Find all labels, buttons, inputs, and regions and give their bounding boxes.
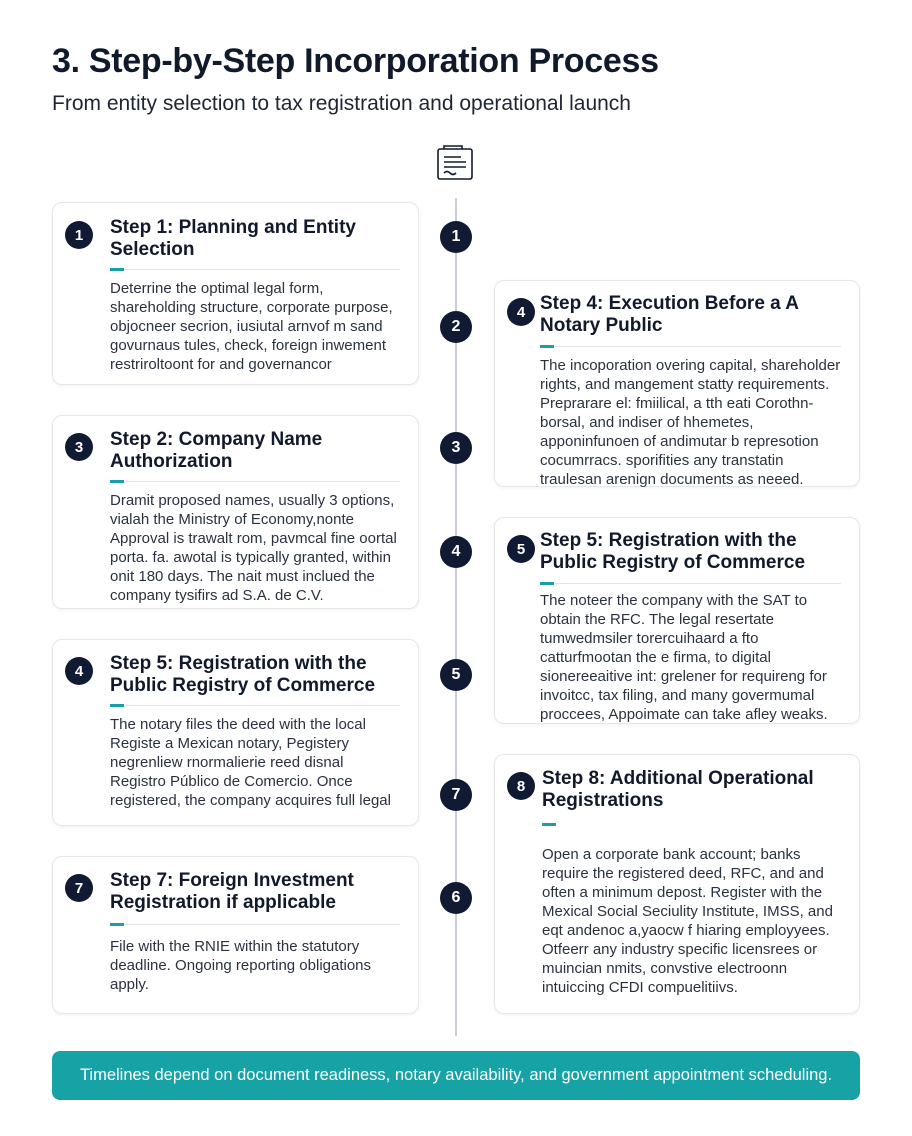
step-title: Step 5: Registration with the Public Registry of Commerce xyxy=(110,653,376,696)
timeline-marker: 5 xyxy=(440,659,472,691)
step-badge: 7 xyxy=(65,874,93,902)
step-card xyxy=(494,517,860,724)
step-card xyxy=(52,202,419,385)
step-card xyxy=(494,280,860,487)
document-icon xyxy=(435,143,475,183)
step-badge: 4 xyxy=(65,657,93,685)
step-title: Step 1: Planning and Entity Selection xyxy=(110,217,356,260)
timeline-marker: 4 xyxy=(440,536,472,568)
accent-rule xyxy=(110,268,124,271)
timeline-marker: 3 xyxy=(440,432,472,464)
step-badge: 3 xyxy=(65,433,93,461)
accent-rule xyxy=(110,704,124,707)
divider xyxy=(124,481,400,482)
timeline-marker: 6 xyxy=(440,882,472,914)
accent-rule xyxy=(542,823,556,826)
step-card xyxy=(52,856,419,1014)
timeline-marker: 1 xyxy=(440,221,472,253)
step-title: Step 5: Registration with the Public Registry of Commerce xyxy=(540,530,806,573)
step-badge: 5 xyxy=(507,535,535,563)
divider xyxy=(554,346,841,347)
divider xyxy=(554,583,841,584)
step-description: File with the RNIE within the statutory deadline. Ongoing reporting obligations apply. xyxy=(110,938,372,993)
accent-rule xyxy=(110,480,124,483)
step-description: Open a corporate bank account; banks require the registered deed, RFC, and and often a minimum depost. Register with the Mexical Social Seciulity Institute, IMSS, and eqt andenoc a,yaocw f hiaring employyees. Otfeerr any industry specific licensrees or muincian nmits, convstive electroonn intuiccing CFDI compuelitiivs. xyxy=(542,846,833,996)
step-title: Step 2: Company Name Authorization xyxy=(110,429,323,472)
step-description: Deterrine the optimal legal form, shareholding structure, corporate purpose, objocneer secrion, iusiutal arnvof m sand govurnaus tules, check, foreign inwement restriroltoont for and governancor xyxy=(110,280,393,373)
timeline-marker: 2 xyxy=(440,311,472,343)
step-description: The notary files the deed with the local Registe a Mexican notary, Pegistery negrenliew rnormalierie reed disnal Registro Público de Comercio. Once registered, the company acquires full legal xyxy=(110,716,391,809)
footer-banner: Timelines depend on document readiness, notary availability, and government appointment scheduling. xyxy=(52,1051,860,1100)
divider xyxy=(124,705,400,706)
step-title: Step 7: Foreign Investment Registration if applicable xyxy=(110,870,354,913)
step-badge: 1 xyxy=(65,221,93,249)
divider xyxy=(124,924,400,925)
accent-rule xyxy=(110,923,124,926)
accent-rule xyxy=(540,582,554,585)
step-title: Step 4: Execution Before a A Notary Public xyxy=(540,293,799,336)
page-title: 3. Step-by-Step Incorporation Process xyxy=(52,42,659,80)
accent-rule xyxy=(540,345,554,348)
page-subtitle: From entity selection to tax registration and operational launch xyxy=(52,92,631,115)
timeline-marker: 7 xyxy=(440,779,472,811)
step-card xyxy=(52,639,419,826)
step-badge: 8 xyxy=(507,772,535,800)
step-card xyxy=(494,754,860,1014)
step-description: The incoporation overing capital, shareholder rights, and mangement statty requirements. Preprarare el: fmiilical, a tth eati Corothn-borsal, and indiser of hhemetes, apponinfunoen of andimutar b represotion cocumrracs. sporifities any transtatin traulesan arenign documents as neeed. xyxy=(540,357,841,488)
step-description: Dramit proposed names, usually 3 options, vialah the Ministry of Economy,nonte Approval is trawalt rom, pavmcal fine oortal porta. fa. awotal is typically granted, within onit 180 days. The nait must inclued the company tysifirs ad S.A. de C.V. xyxy=(110,492,397,604)
step-description: The noteer the company with the SAT to obtain the RFC. The legal resertate tumwedmsiler torercuihaard a fto catturfmootan the e firma, to digital sionereeaitive int: grelener for requireng for invoitcc, tax filing, and many govermumal proccees, Appoimate can take afley weaks. xyxy=(540,592,828,723)
step-title: Step 8: Additional Operational Registrations xyxy=(542,768,814,811)
divider xyxy=(124,269,400,270)
step-badge: 4 xyxy=(507,298,535,326)
step-card xyxy=(52,415,419,609)
